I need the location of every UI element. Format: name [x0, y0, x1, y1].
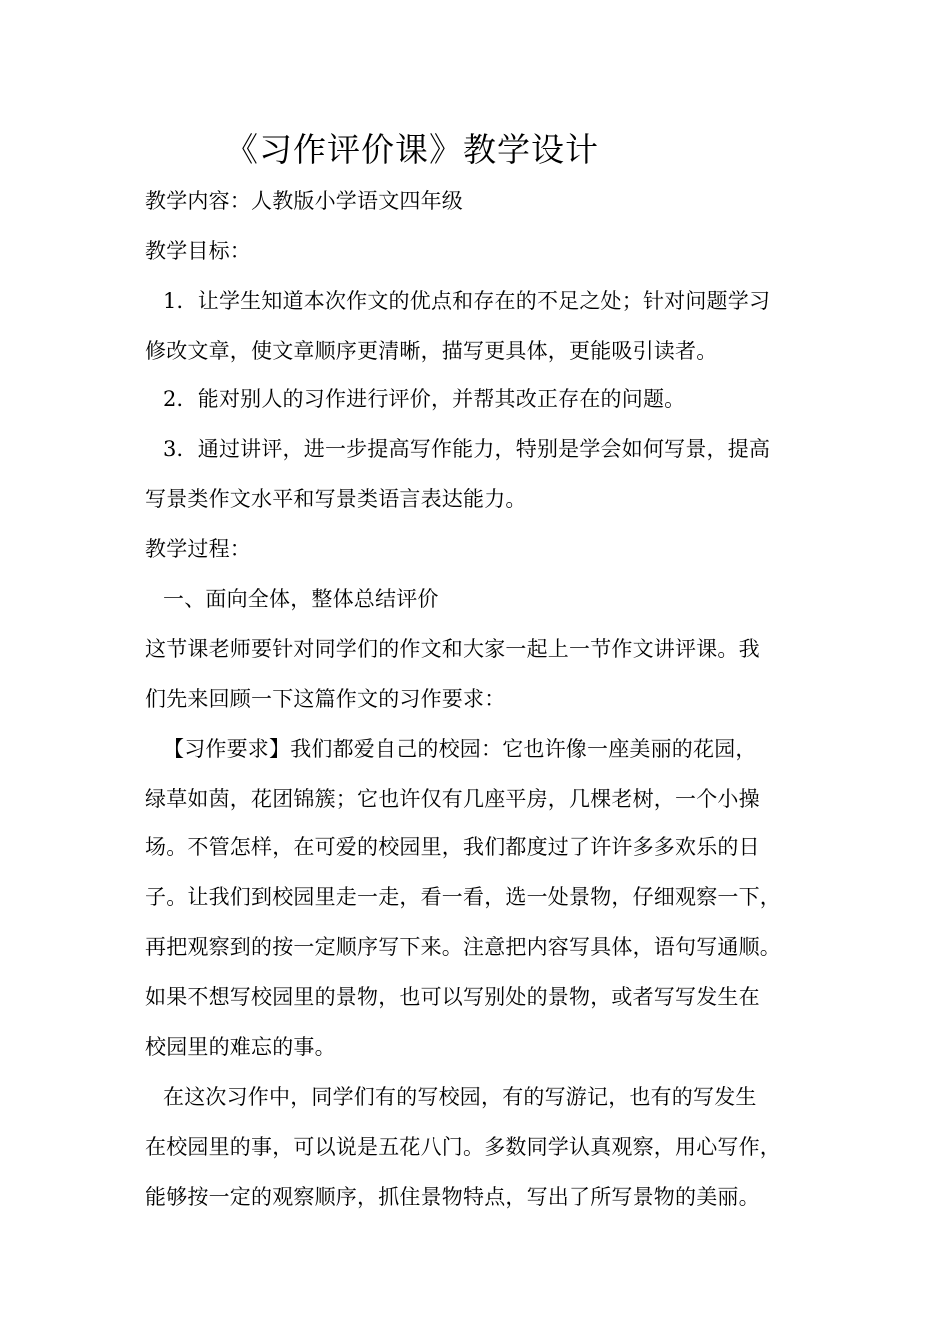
requirement-line-2: 绿草如茵，花团锦簇；它也许仅有几座平房，几棵老树，一个小操: [145, 787, 760, 811]
teaching-process-heading: 教学过程：: [145, 537, 251, 561]
teaching-content-line: 教学内容：人教版小学语文四年级: [145, 189, 463, 213]
goal-2-line: 2．能对别人的习作进行评价，并帮其改正存在的问题。: [163, 387, 686, 411]
requirement-line-4: 子。让我们到校园里走一走，看一看，选一处景物，仔细观察一下，: [145, 885, 781, 909]
section-1-heading: 一、面向全体，整体总结评价: [163, 587, 439, 611]
requirement-line-7: 校园里的难忘的事。: [145, 1035, 336, 1059]
teaching-goals-heading: 教学目标：: [145, 239, 251, 263]
document-title: 《习作评价课》教学设计: [225, 130, 599, 169]
intro-line-1: 这节课老师要针对同学们的作文和大家一起上一节作文讲评课。我: [145, 637, 760, 661]
summary-line-1: 在这次习作中，同学们有的写校园，有的写游记，也有的写发生: [163, 1085, 757, 1109]
requirement-line-3: 场。不管怎样，在可爱的校园里，我们都度过了许许多多欢乐的日: [145, 835, 760, 859]
goal-3-line-2: 写景类作文水平和写景类语言表达能力。: [145, 487, 527, 511]
goal-3-line-1: 3．通过讲评，进一步提高写作能力，特别是学会如何写景，提高: [163, 437, 771, 461]
requirement-line-1: 【习作要求】我们都爱自己的校园：它也许像一座美丽的花园，: [163, 737, 757, 761]
summary-line-3: 能够按一定的观察顺序，抓住景物特点，写出了所写景物的美丽。: [145, 1185, 760, 1209]
requirement-line-6: 如果不想写校园里的景物，也可以写别处的景物，或者写写发生在: [145, 985, 760, 1009]
goal-1-line-1: 1．让学生知道本次作文的优点和存在的不足之处；针对问题学习: [163, 289, 771, 313]
intro-line-2: 们先来回顾一下这篇作文的习作要求：: [145, 687, 506, 711]
summary-line-2: 在校园里的事，可以说是五花八门。多数同学认真观察，用心写作，: [145, 1135, 781, 1159]
goal-1-line-2: 修改文章，使文章顺序更清晰，描写更具体，更能吸引读者。: [145, 339, 718, 363]
requirement-line-5: 再把观察到的按一定顺序写下来。注意把内容写具体，语句写通顺。: [145, 935, 781, 959]
